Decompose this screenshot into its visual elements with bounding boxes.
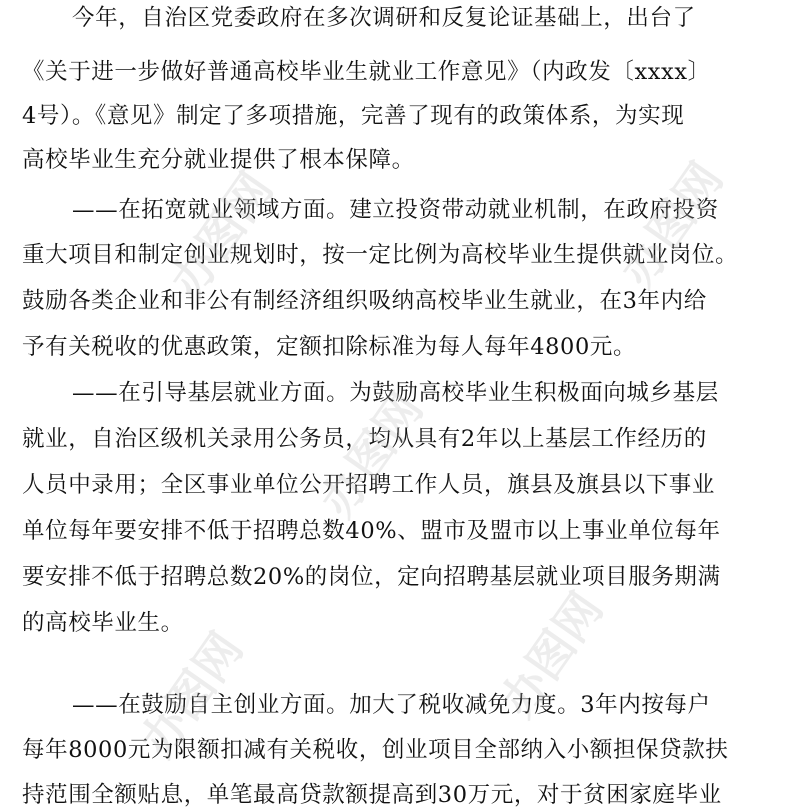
watermark: 办图网 xyxy=(309,382,434,527)
text-line: 持范围全额贴息，单笔最高贷款额提高到30万元，对于贫困家庭毕业 xyxy=(22,782,722,808)
text-line: 高校毕业生充分就业提供了根本保障。 xyxy=(22,147,415,173)
watermark: 办图网 xyxy=(129,622,254,767)
watermark: 办图网 xyxy=(489,582,614,727)
watermark: 办图网 xyxy=(609,152,734,297)
text-line: 每年8000元为限额扣减有关税收，创业项目全部纳入小额担保贷款扶 xyxy=(22,737,729,763)
text-line: 重大项目和制定创业规划时，按一定比例为高校毕业生提供就业岗位。 xyxy=(22,242,739,268)
text-line: 今年，自治区党委政府在多次调研和反复论证基础上，出台了 xyxy=(72,5,696,31)
text-line: 的高校毕业生。 xyxy=(22,610,184,636)
text-line: ——在拓宽就业领域方面。建立投资带动就业机制，在政府投资 xyxy=(72,197,719,223)
text-line: 予有关税收的优惠政策，定额扣除标准为每人每年4800元。 xyxy=(22,334,637,360)
text-line: 鼓励各类企业和非公有制经济组织吸纳高校毕业生就业，在3年内给 xyxy=(22,288,707,314)
text-line: 人员中录用；全区事业单位公开招聘工作人员，旗县及旗县以下事业 xyxy=(22,472,716,498)
text-line: 要安排不低于招聘总数20%的岗位，定向招聘基层就业项目服务期满 xyxy=(22,564,721,590)
text-line: 《关于进一步做好普通高校毕业生就业工作意见》（内政发〔xxxx〕 xyxy=(22,59,711,85)
text-line: 就业，自治区级机关录用公务员，均从具有2年以上基层工作经历的 xyxy=(22,426,707,452)
text-line: 4号）。《意见》制定了多项措施，完善了现有的政策体系，为实现 xyxy=(22,103,685,129)
text-line: ——在鼓励自主创业方面。加大了税收减免力度。3年内按每户 xyxy=(72,692,711,718)
text-line: 单位每年要安排不低于招聘总数40%、盟市及盟市以上事业单位每年 xyxy=(22,518,721,544)
watermark: 办图网 xyxy=(159,162,284,307)
text-line: ——在引导基层就业方面。为鼓励高校毕业生积极面向城乡基层 xyxy=(72,380,719,406)
